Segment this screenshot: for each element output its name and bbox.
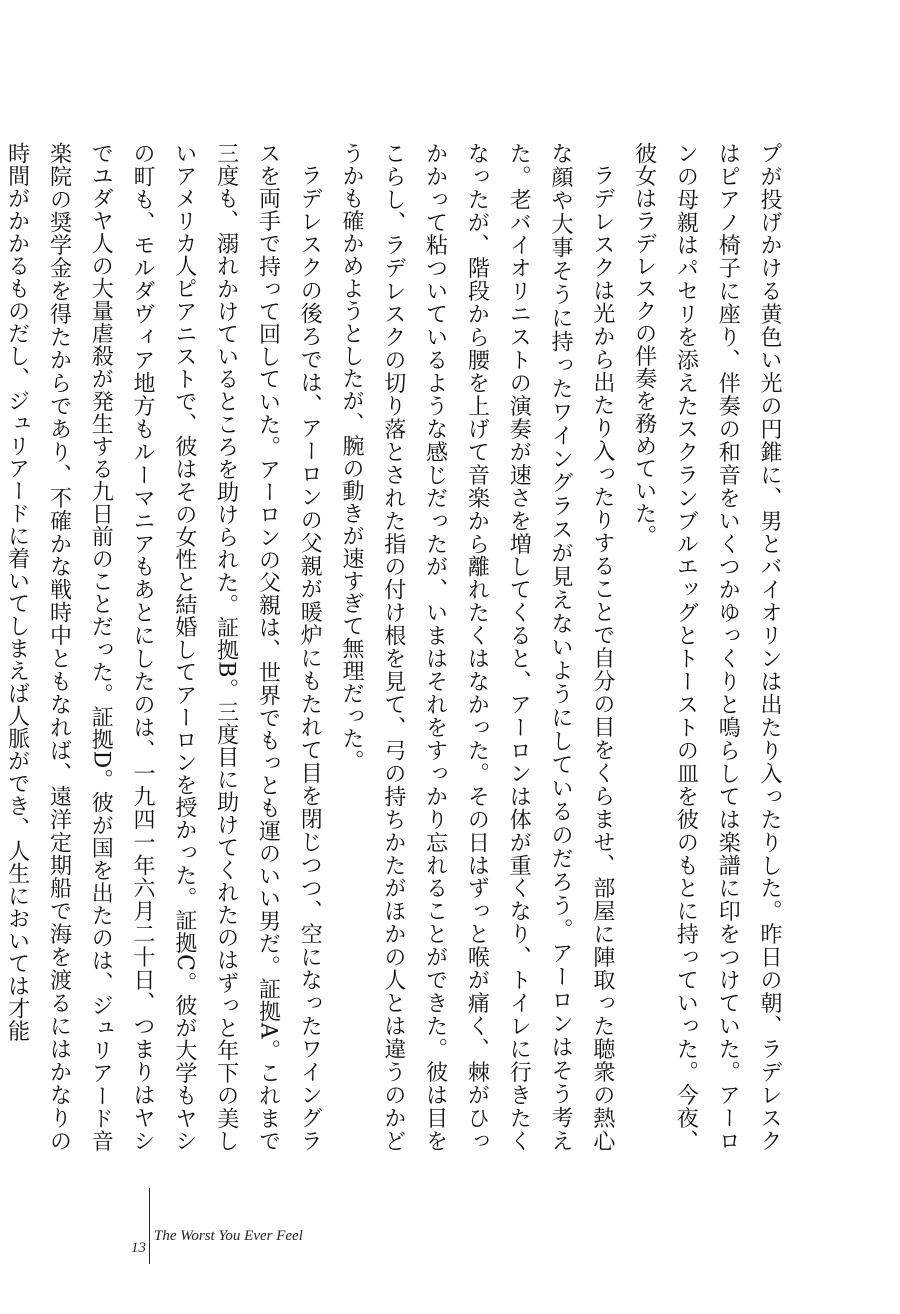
paragraph-2: ラデレスクは光から出たり入ったりすることで自分の目をくらませ、部屋に陣取った聴衆の熱心な顔や大事そうに持ったワイングラスが見えないようにしているのだろう。アーロンはそう考えた。老バイオリニストの演奏が速さを増してくると、アーロンは体が重くなり、トイレに行きたくなったが、階段から腰を上げて音楽から離れたくはなかった。その日はずっと喉が痛く、棘がひっかかって粘ついているような感じだったが、いまはそれをすっかり忘れることができた。彼は目をこらし、ラデレスクの切り落とされた指の付け根を見て、弓の持ちかたがほかの人とは違うのかどうかも確かめようとしたが、腕の動きが速すぎて無理だった。 [339,142,615,1153]
vertical-text-body [4,142,790,1153]
page-number: 13 [131,1240,146,1256]
page-footer [120,1188,380,1278]
paragraph-1: プが投げかける黄色い光の円錐に、男とバイオリンは出たり入ったりした。昨日の朝、ラデレスクはピアノ椅子に座り、伴奏の和音をいくつかゆっくりと鳴らしては楽譜に印をつけていた。アーロンの母親はパセリを添えたスクランブルエッグとトーストの皿を彼のもとに持っていった。今夜、彼女はラデレスクの伴奏を務めていた。 [631,142,782,1152]
running-title: The Worst You Ever Feel [154,1228,303,1244]
paragraph-3: ラデレスクの後ろでは、アーロンの父親が暖炉にもたれて目を閉じつつ、空になったワイングラスを両手で持って回していた。アーロンの父親は、世界でもっとも運のいい男だ。証拠A。これまで三度も、溺れかけているところを助けられた。証拠B。三度目に助けてくれたのはずっと年下の美しいアメリカ人ピアニストで、彼はその女性と結婚してアーロンを授かった。証拠C。彼が大学もヤシの町も、モルダヴィア地方もルーマニアもあとにしたのは、一九四一年六月二十日、つまりはヤシでユダヤ人の大量虐殺が発生する九日前のことだった。証拠D。彼が国を出たのは、ジュリアード音楽院の奨学金を得たからであり、不確かな戦時中ともなれば、遠洋定期船で海を渡るにはかなりの時間がかかるものだし、ジュリアードに着いてしまえば人脈ができ、人生においては才能 [4,142,323,1152]
footer-divider [149,1188,150,1264]
